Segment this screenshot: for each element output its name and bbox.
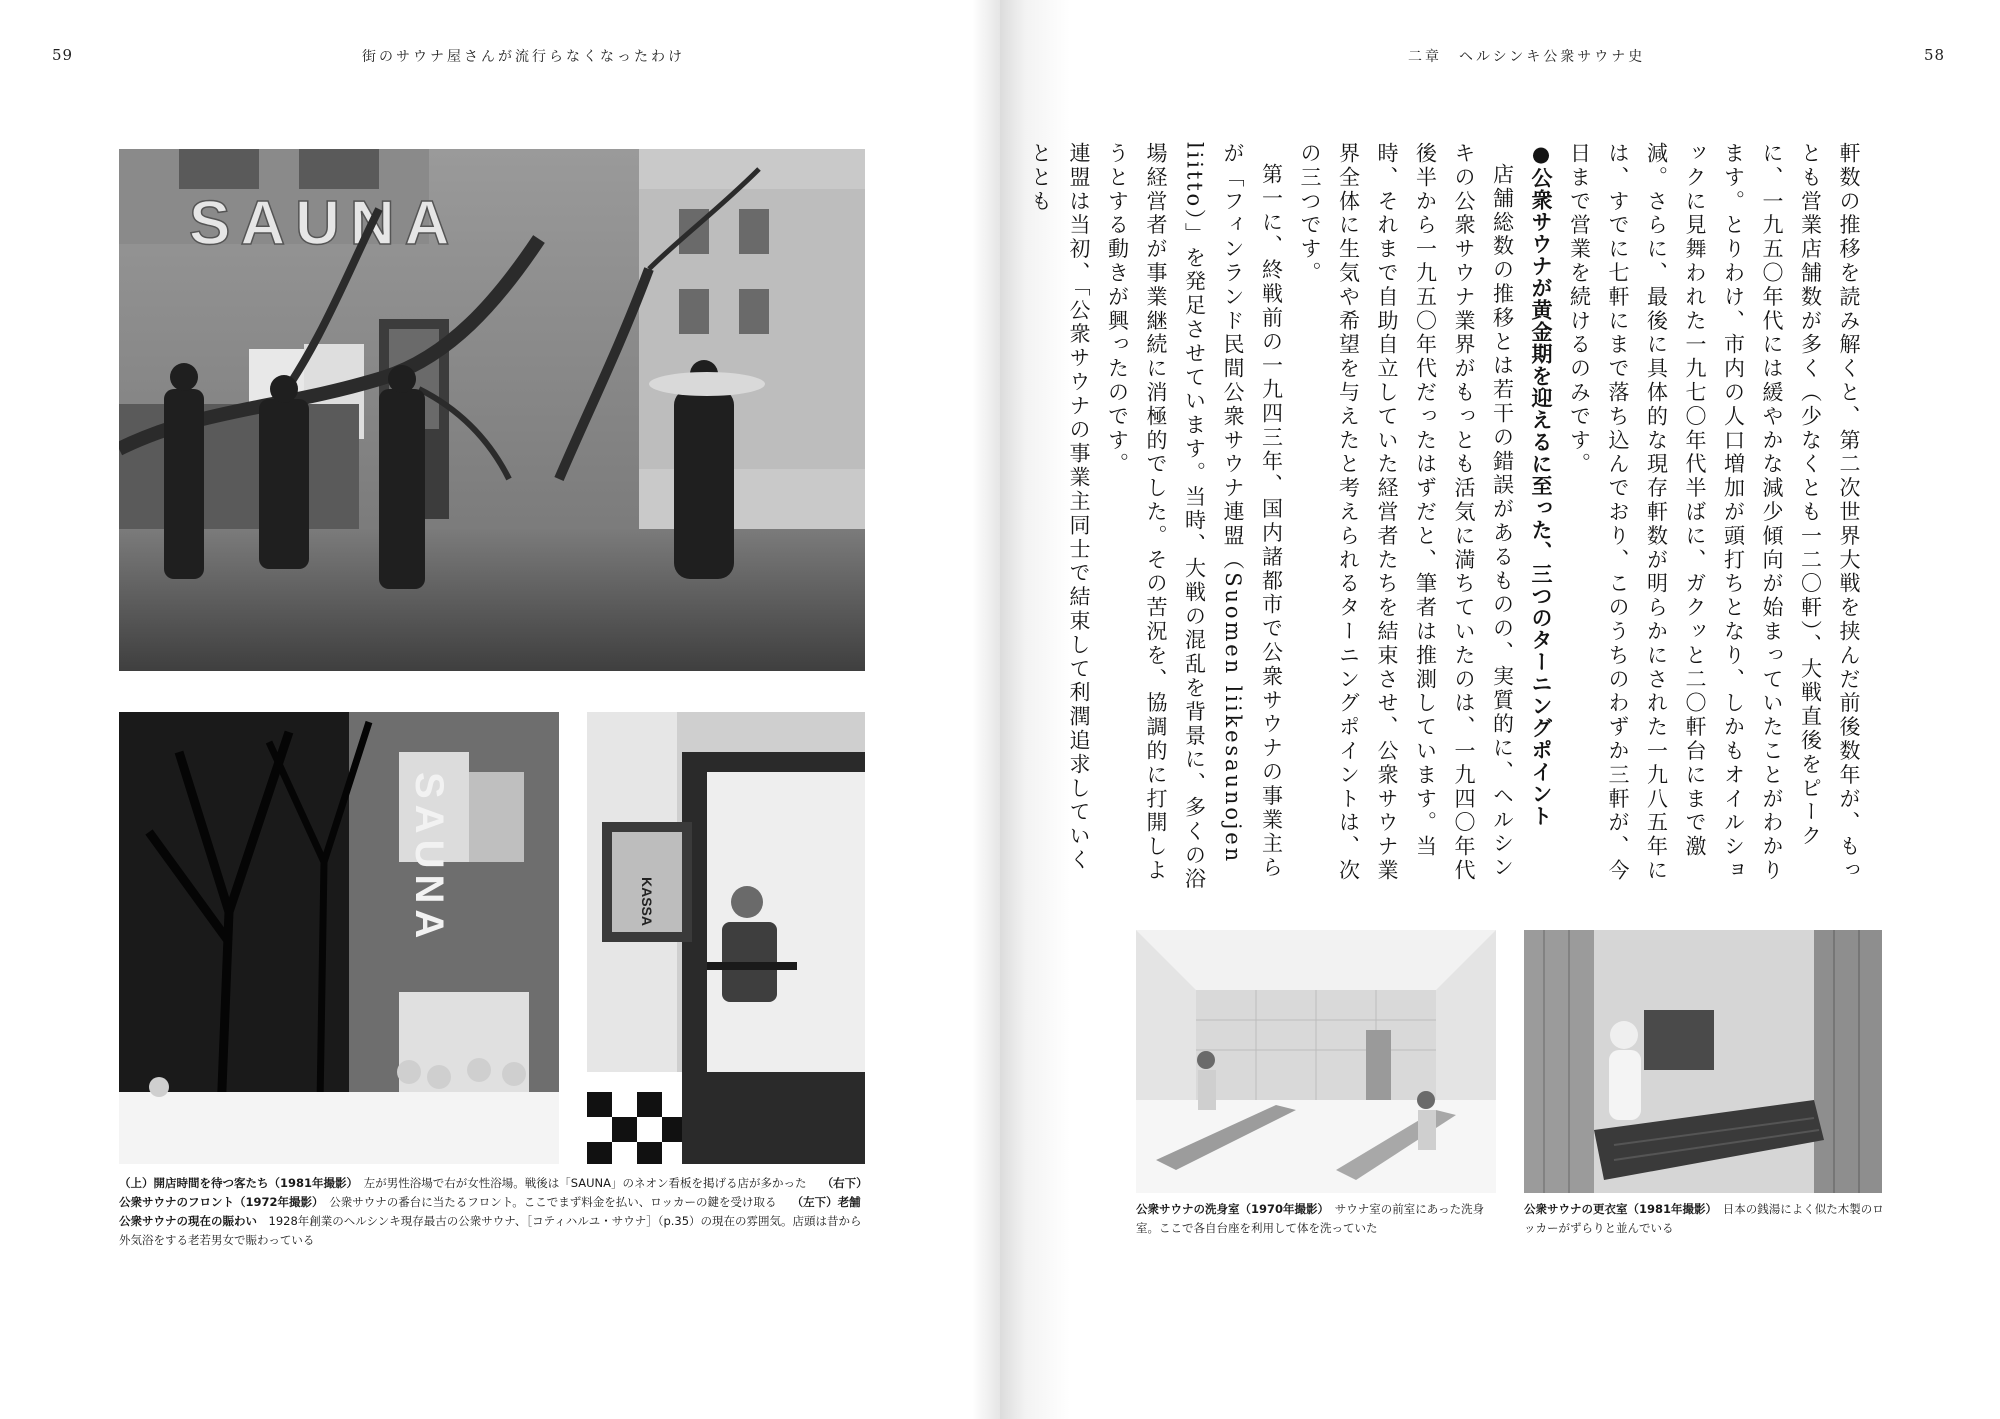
caption-text-changing: 日本の銭湯によく似た木製のロッカーがずらりと並んでいる: [1524, 1202, 1884, 1235]
caption-text-bottom-left: 1928年創業のヘルシンキ現存最古の公衆サウナ、［コティハルユ・サウナ］（p.35）の現在の雰囲気。店頭は昔から外気浴をする老若男女で賑わっている: [119, 1214, 862, 1247]
section-heading: ●公衆サウナが黄金期を迎えるに至った、三つのターニングポイント: [1529, 142, 1553, 827]
photo-front-desk: [587, 712, 865, 1164]
kassa-sign: KASSA: [639, 877, 655, 927]
running-head-right: 二章 ヘルシンキ公衆サウナ史: [1408, 49, 1646, 65]
photo-washing-room: [1136, 930, 1496, 1193]
sauna-sign-bottom: SAUNA: [407, 772, 451, 945]
right-page: [1000, 0, 2000, 1419]
caption-text-bottom-right: 公衆サウナの番台に当たるフロント。ここでまず料金を払い、ロッカーの鍵を受け取る: [317, 1195, 777, 1209]
caption-title-bottom-right: （右下）公衆サウナのフロント（1972年撮影）: [119, 1176, 862, 1209]
body-paragraph-3: 第一に、終戦前の一九四三年、国内諸都市で公衆サウナの事業主らが「フィンランド民間公衆サウナ連盟（Suomen liikesaunojen liitto）」を発足させています。当時、大戦の混乱を背景に、多くの浴場経営者が事業継続に消極的でした。その苦況を、協調的に打開しようとする動きが興ったのです。: [1105, 142, 1284, 892]
body-paragraph-4: 連盟は当初、「公衆サウナの事業主同士で結束して利潤追求していくととも: [1028, 142, 1091, 873]
body-text: [1028, 142, 1868, 894]
body-paragraph-2: 店舗総数の推移とは若干の錯誤があるものの、実質的に、ヘルシンキの公衆サウナ業界がもっとも活気に満ちていたのは、一九四〇年代後半から一九五〇年代だったはずだと、筆者は推測しています。当時、それまで自助自立していた経営者たちを結束させ、公衆サウナ業界全体に生気や希望を与えたと考えられるターニングポイントは、次の三つです。: [1298, 142, 1515, 883]
caption-washing-room: [1136, 1200, 1498, 1238]
caption-text-top: 左が男性浴場で右が女性浴場。戦後は「SAUNA」のネオン看板を掲げる店が多かった: [352, 1176, 807, 1190]
caption-title-top: （上）開店時間を待つ客たち（1981年撮影）: [119, 1176, 353, 1190]
caption-title-washing: 公衆サウナの洗身室（1970年撮影）: [1136, 1202, 1324, 1216]
page-number-right: 58: [1924, 46, 1946, 64]
caption-title-changing: 公衆サウナの更衣室（1981年撮影）: [1524, 1202, 1712, 1216]
body-paragraph-1: 軒数の推移を読み解くと、第二次世界大戦を挟んだ前後数年が、もっとも営業店舗数が多く（少なくとも一二〇軒）、大戦直後をピークに、一九五〇年代には緩やかな減少傾向が始まっていたことがわかります。とりわけ、市内の人口増加が頭打ちとなり、しかもオイルショックに見舞われた一九七〇年代半ばに、ガクッと二〇軒台にまで激減。さらに、最後に具体的な現存軒数が明らかにされた一九八五年には、すでに七軒にまで落ち込んでおり、このうちのわずか三軒が、今日まで営業を続けるのみです。: [1567, 142, 1861, 883]
photo-waiting-customers: [119, 149, 865, 671]
caption-text-washing: サウナ室の前室にあった洗身室。ここで各自台座を利用して体を洗っていた: [1136, 1202, 1485, 1235]
photo-changing-room: [1524, 930, 1882, 1193]
gutter-shadow: [972, 0, 1000, 1419]
caption-changing-room: [1524, 1200, 1884, 1238]
caption-left-page: [119, 1174, 867, 1250]
page-number-left: 59: [52, 46, 74, 64]
sauna-sign-top: SAUNA: [189, 189, 460, 258]
photo-current-sauna-night: [119, 712, 559, 1164]
running-head-left: 街のサウナ屋さんが流行らなくなったわけ: [362, 49, 685, 65]
caption-title-bottom-left: （左下）老舗公衆サウナの現在の賑わい: [119, 1195, 861, 1228]
